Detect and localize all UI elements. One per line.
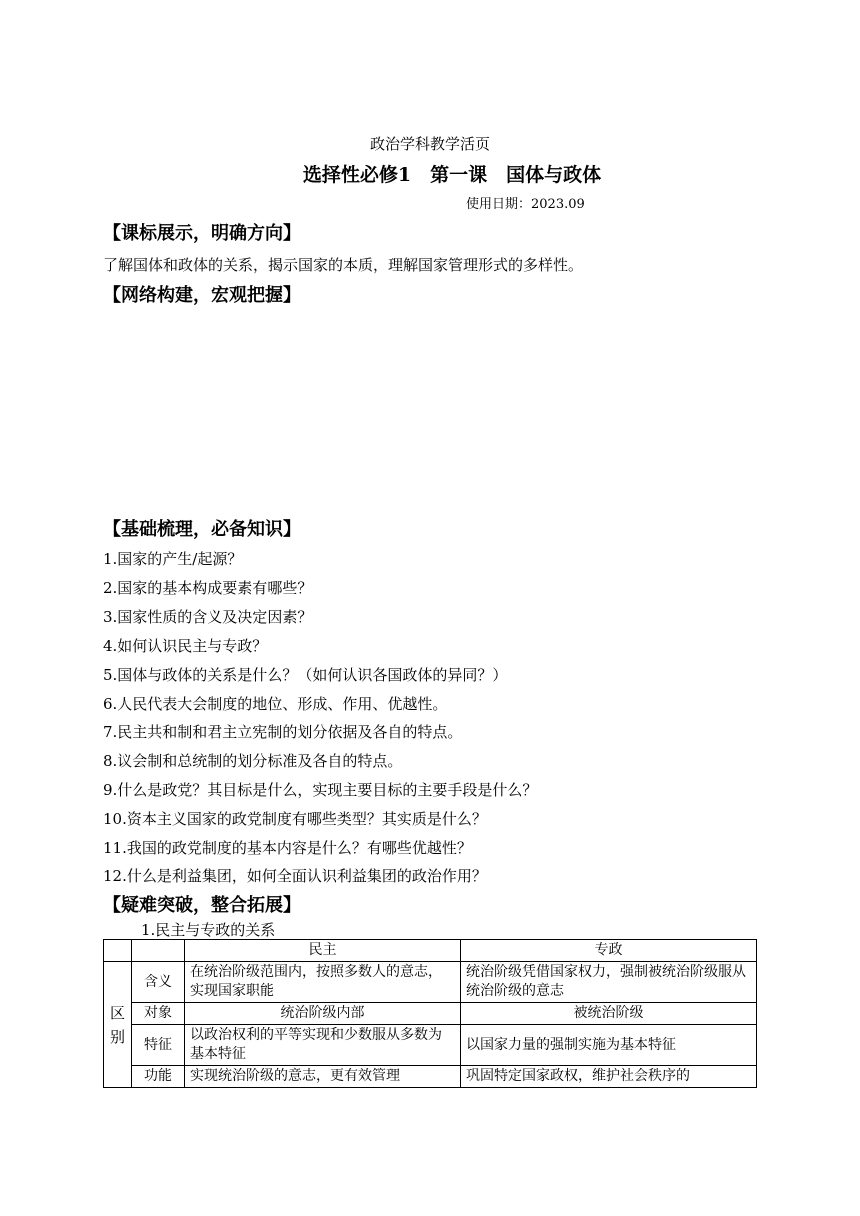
cell-democracy: 实现统治阶级的意志，更有效管理 xyxy=(185,1066,461,1088)
column-header-dictatorship: 专政 xyxy=(461,940,757,962)
democracy-dictatorship-table xyxy=(103,939,757,1088)
row-label: 对象 xyxy=(132,1003,185,1025)
standard-text: 了解国体和政体的关系，揭示国家的本质，理解国家管理形式的多样性。 xyxy=(103,256,584,274)
table-header-row xyxy=(104,940,757,962)
section-heading-standard: 【课标展示，明确方向】 xyxy=(103,223,301,244)
cell-democracy: 统治阶级内部 xyxy=(185,1003,461,1025)
question-item: 3.国家性质的含义及决定因素？ xyxy=(103,608,313,626)
cell-dictatorship: 被统治阶级 xyxy=(461,1003,757,1025)
corner-cell xyxy=(132,940,185,962)
document-title: 选择性必修1 第一课 国体与政体 xyxy=(302,164,602,186)
row-label: 功能 xyxy=(132,1066,185,1088)
cell-dictatorship: 以国家力量的强制实施为基本特征 xyxy=(461,1025,757,1066)
table-caption: 1.民主与专政的关系 xyxy=(141,921,276,939)
section-heading-basics: 【基础梳理，必备知识】 xyxy=(103,519,301,540)
group-label-char: 别 xyxy=(109,1027,125,1046)
cell-democracy: 以政治权利的平等实现和少数服从多数为基本特征 xyxy=(185,1025,461,1066)
question-item: 11.我国的政党制度的基本内容是什么？有哪些优越性？ xyxy=(103,839,472,857)
row-label: 含义 xyxy=(132,962,185,1003)
section-heading-difficult: 【疑难突破，整合拓展】 xyxy=(103,895,301,916)
cell-dictatorship: 统治阶级凭借国家权力，强制被统治阶级服从统治阶级的意志 xyxy=(461,962,757,1003)
question-item: 2.国家的基本构成要素有哪些？ xyxy=(103,579,313,597)
cell-dictatorship: 巩固特定国家政权，维护社会秩序的 xyxy=(461,1066,757,1088)
table-row xyxy=(104,1003,757,1025)
table-row xyxy=(104,1066,757,1088)
question-item: 9.什么是政党？其目标是什么，实现主要目标的主要手段是什么？ xyxy=(103,781,538,799)
group-label-char: 区 xyxy=(109,1003,125,1022)
question-item: 1.国家的产生/起源？ xyxy=(103,550,243,568)
question-item: 10.资本主义国家的政党制度有哪些类型？其实质是什么？ xyxy=(103,810,487,828)
column-header-democracy: 民主 xyxy=(185,940,461,962)
question-item: 7.民主共和制和君主立宪制的划分依据及各自的特点。 xyxy=(103,723,463,741)
row-label: 特征 xyxy=(132,1025,185,1066)
question-item: 8.议会制和总统制的划分标准及各自的特点。 xyxy=(103,752,403,770)
table-row xyxy=(104,962,757,1003)
question-item: 12.什么是利益集团，如何全面认识利益集团的政治作用？ xyxy=(103,867,487,885)
cell-democracy: 在统治阶级范围内，按照多数人的意志，实现国家职能 xyxy=(185,962,461,1003)
question-item: 4.如何认识民主与专政？ xyxy=(103,637,268,655)
corner-cell xyxy=(104,940,132,962)
document-subject: 政治学科教学活页 xyxy=(369,135,490,153)
section-heading-network: 【网络构建，宏观把握】 xyxy=(103,285,301,306)
group-label-difference xyxy=(104,962,132,1088)
question-item: 5.国体与政体的关系是什么？（如何认识各国政体的异同？） xyxy=(103,666,508,684)
table-row xyxy=(104,1025,757,1066)
question-item: 6.人民代表大会制度的地位、形成、作用、优越性。 xyxy=(103,695,448,713)
usage-date: 使用日期：2023.09 xyxy=(466,197,585,212)
